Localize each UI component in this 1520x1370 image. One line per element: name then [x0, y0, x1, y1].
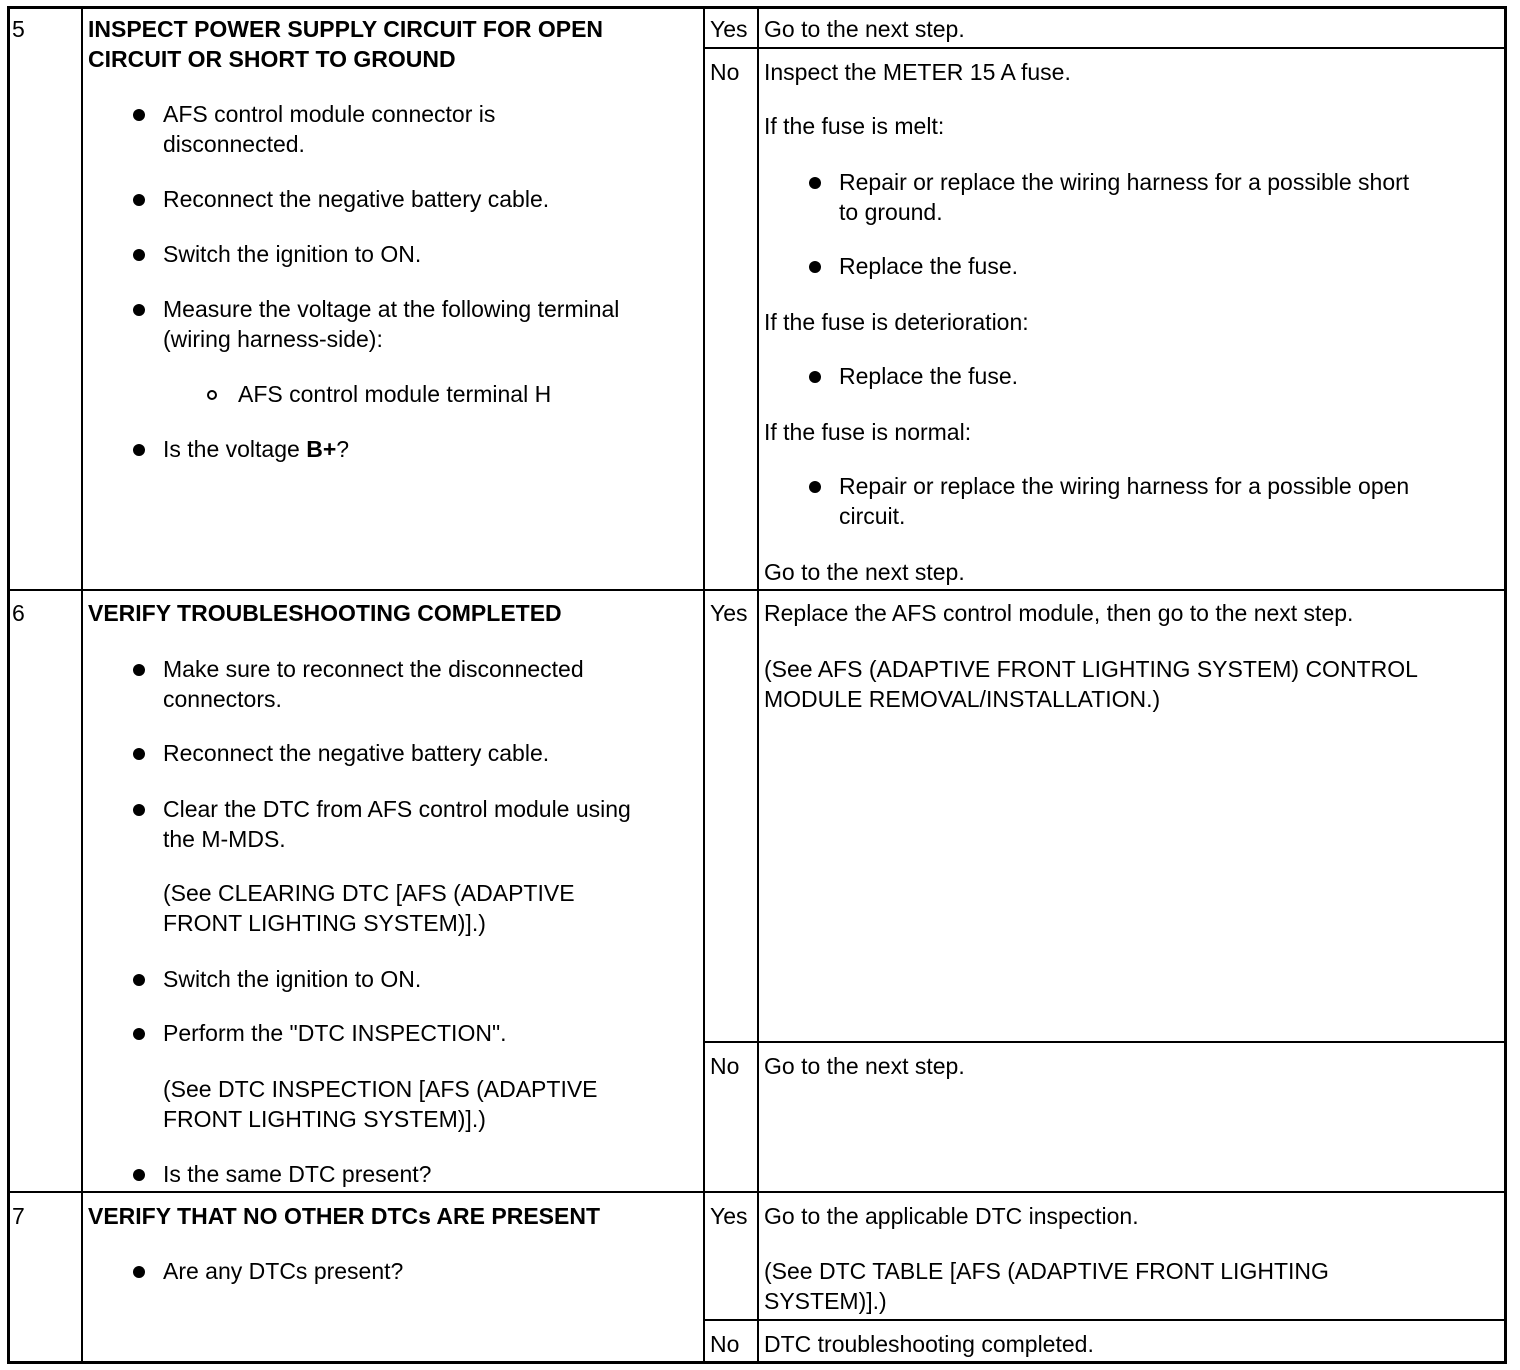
col-divider-action — [703, 6, 705, 1364]
bullet-icon — [133, 249, 145, 261]
bullet-icon — [133, 974, 145, 986]
reference-text: (See DTC INSPECTION [AFS (ADAPTIVE — [163, 1076, 598, 1102]
yes-result: Replace the AFS control module, then go to the next step. — [764, 600, 1354, 626]
bullet-icon — [133, 304, 145, 316]
action-text: Clear the DTC from AFS control module using — [163, 796, 631, 822]
step-number: 6 — [12, 600, 25, 626]
no-result: Go to the next step. — [764, 1053, 965, 1079]
subrow-divider-5 — [703, 47, 1507, 49]
bullet-icon — [133, 1266, 145, 1278]
no-result: Inspect the METER 15 A fuse. — [764, 59, 1071, 85]
bullet-icon — [133, 748, 145, 760]
row-divider-6-7 — [7, 1191, 1507, 1193]
no-result: Replace the fuse. — [839, 363, 1019, 389]
no-result: Repair or replace the wiring harness for a possible short — [839, 169, 1410, 195]
subrow-divider-6 — [703, 1041, 1507, 1043]
bullet-icon — [809, 371, 821, 383]
yes-label: Yes — [710, 16, 748, 42]
bullet-icon — [133, 1169, 145, 1181]
yes-reference: SYSTEM)].) — [764, 1288, 887, 1314]
bullet-icon — [133, 194, 145, 206]
reference-text: FRONT LIGHTING SYSTEM)].) — [163, 1106, 486, 1132]
bullet-icon — [133, 444, 145, 456]
step-title: VERIFY THAT NO OTHER DTCs ARE PRESENT — [88, 1203, 601, 1229]
bullet-icon — [133, 804, 145, 816]
action-subtext: AFS control module terminal H — [238, 381, 552, 407]
action-text: Is the same DTC present? — [163, 1161, 432, 1187]
action-text: (wiring harness-side): — [163, 326, 383, 352]
step-number: 5 — [12, 16, 25, 42]
no-result: Replace the fuse. — [839, 253, 1019, 279]
col-divider-step — [81, 6, 83, 1364]
action-text: Switch the ignition to ON. — [163, 966, 422, 992]
yes-label: Yes — [710, 600, 748, 626]
bullet-icon — [133, 664, 145, 676]
action-text: Reconnect the negative battery cable. — [163, 740, 550, 766]
no-result: to ground. — [839, 199, 943, 225]
yes-reference: MODULE REMOVAL/INSTALLATION.) — [764, 686, 1161, 712]
no-result: If the fuse is deterioration: — [764, 309, 1029, 335]
action-text: Make sure to reconnect the disconnected — [163, 656, 584, 682]
step-title-line-1: INSPECT POWER SUPPLY CIRCUIT FOR OPEN — [88, 16, 604, 42]
action-text — [163, 434, 349, 464]
no-result: Repair or replace the wiring harness for a possible open — [839, 473, 1410, 499]
no-label: No — [710, 1331, 740, 1357]
voltage-value: B+ — [306, 436, 337, 462]
action-text: Switch the ignition to ON. — [163, 241, 422, 267]
action-text: connectors. — [163, 686, 282, 712]
no-result: Go to the next step. — [764, 559, 965, 585]
reference-text: FRONT LIGHTING SYSTEM)].) — [163, 910, 486, 936]
step-title: VERIFY TROUBLESHOOTING COMPLETED — [88, 600, 562, 626]
yes-label: Yes — [710, 1203, 748, 1229]
no-result: If the fuse is normal: — [764, 419, 972, 445]
step-number: 7 — [12, 1203, 25, 1229]
no-label: No — [710, 1053, 740, 1079]
action-text: AFS control module connector is — [163, 101, 496, 127]
action-text: the M-MDS. — [163, 826, 286, 852]
col-divider-result — [757, 6, 759, 1364]
no-result: If the fuse is melt: — [764, 113, 945, 139]
table-border-right — [1504, 6, 1507, 1364]
reference-text: (See CLEARING DTC [AFS (ADAPTIVE — [163, 880, 575, 906]
yes-result: Go to the next step. — [764, 16, 965, 42]
bullet-icon — [133, 109, 145, 121]
question-mark: ? — [336, 436, 350, 462]
action-text: Measure the voltage at the following terminal — [163, 296, 620, 322]
no-result: circuit. — [839, 503, 906, 529]
question-text: Is the voltage — [163, 436, 307, 462]
table-border-left — [7, 6, 10, 1364]
no-label: No — [710, 59, 740, 85]
bullet-icon — [133, 1028, 145, 1040]
bullet-icon — [809, 177, 821, 189]
no-result: DTC troubleshooting completed. — [764, 1331, 1094, 1357]
action-text: Reconnect the negative battery cable. — [163, 186, 550, 212]
bullet-icon — [809, 481, 821, 493]
sub-bullet-icon — [207, 390, 217, 400]
yes-result: Go to the applicable DTC inspection. — [764, 1203, 1139, 1229]
action-text: disconnected. — [163, 131, 305, 157]
subrow-divider-7 — [703, 1319, 1507, 1321]
action-text: Perform the "DTC INSPECTION". — [163, 1020, 507, 1046]
row-divider-5-6 — [7, 589, 1507, 591]
step-title-line-2: CIRCUIT OR SHORT TO GROUND — [88, 46, 456, 72]
yes-reference: (See DTC TABLE [AFS (ADAPTIVE FRONT LIGHTING — [764, 1258, 1329, 1284]
bullet-icon — [809, 261, 821, 273]
action-text: Are any DTCs present? — [163, 1258, 404, 1284]
yes-reference: (See AFS (ADAPTIVE FRONT LIGHTING SYSTEM) CONTROL — [764, 656, 1418, 682]
